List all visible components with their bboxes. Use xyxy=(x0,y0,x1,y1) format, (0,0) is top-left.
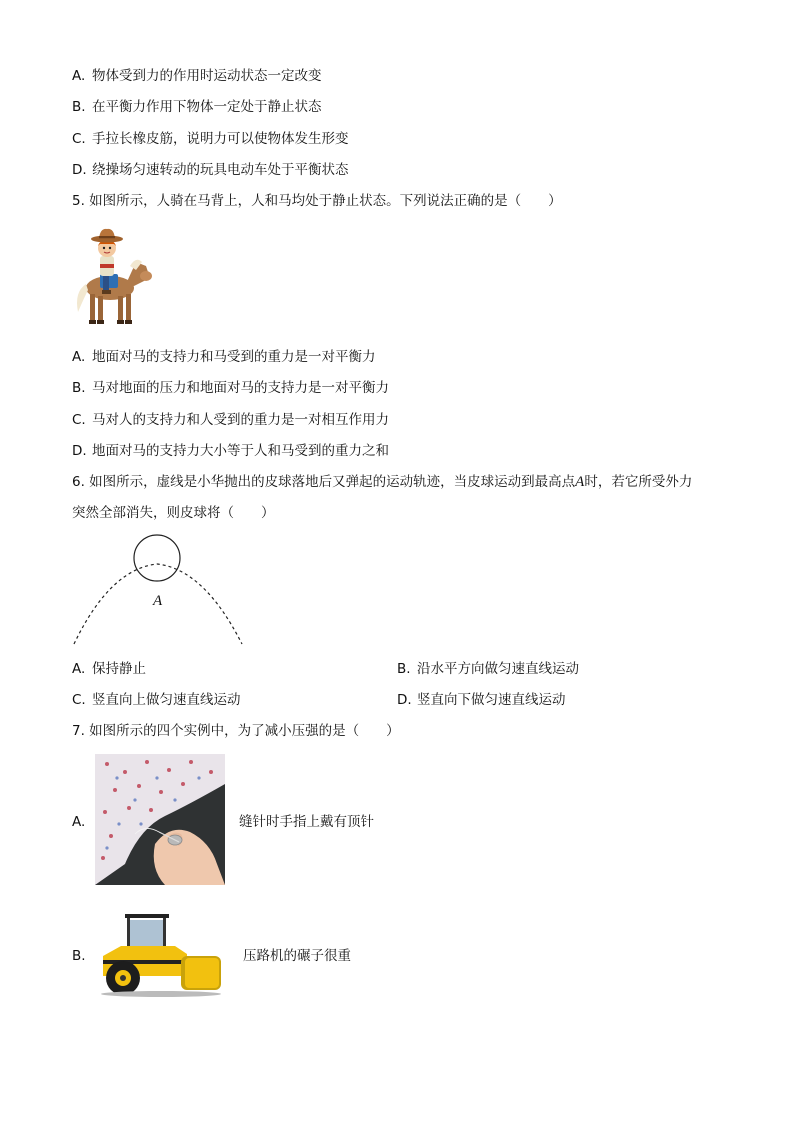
q7-option-b-caption: 压路机的碾子很重 xyxy=(243,948,351,964)
q7-option-b-letter: B. xyxy=(72,948,86,964)
q4-option-b: B. 在平衡力作用下物体一定处于静止状态 xyxy=(72,99,322,115)
road-roller-image xyxy=(95,910,225,998)
q5-option-b: B. 马对地面的压力和地面对马的支持力是一对平衡力 xyxy=(72,380,389,396)
horse-rider-image xyxy=(70,226,154,330)
q6-stem-line1: 6. 如图所示，虚线是小华抛出的皮球落地后又弹起的运动轨迹，当皮球运动到最高点A时，若它所受外力 xyxy=(72,474,693,490)
q7-option-a-caption: 缝针时手指上戴有顶针 xyxy=(239,814,374,830)
q5-option-d: D. 地面对马的支持力大小等于人和马受到的重力之和 xyxy=(72,443,389,459)
q6-option-a: A. 保持静止 xyxy=(72,661,146,677)
q4-option-c: C. 手拉长橡皮筋，说明力可以使物体发生形变 xyxy=(72,131,349,147)
ball-point-label: A xyxy=(153,593,163,609)
q7-stem: 7. 如图所示的四个实例中，为了减小压强的是（ ） xyxy=(72,723,400,739)
thimble-sewing-image xyxy=(95,754,225,885)
q6-option-d: D. 竖直向下做匀速直线运动 xyxy=(397,692,566,708)
q6-option-b: B. 沿水平方向做匀速直线运动 xyxy=(397,661,579,677)
ball-circle xyxy=(134,535,180,581)
q4-option-d: D. 绕操场匀速转动的玩具电动车处于平衡状态 xyxy=(72,162,349,178)
q5-stem: 5. 如图所示，人骑在马背上，人和马均处于静止状态。下列说法正确的是（ ） xyxy=(72,193,562,209)
trajectory-diagram xyxy=(70,534,250,649)
q6-option-c: C. 竖直向上做匀速直线运动 xyxy=(72,692,241,708)
q5-option-a: A. 地面对马的支持力和马受到的重力是一对平衡力 xyxy=(72,349,376,365)
q4-option-a: A. 物体受到力的作用时运动状态一定改变 xyxy=(72,68,322,84)
q6-stem-line2: 突然全部消失，则皮球将（ ） xyxy=(72,505,275,521)
q5-option-c: C. 马对人的支持力和人受到的重力是一对相互作用力 xyxy=(72,412,389,428)
q7-option-a-letter: A. xyxy=(72,814,86,830)
q6-point-label: A xyxy=(575,474,585,490)
